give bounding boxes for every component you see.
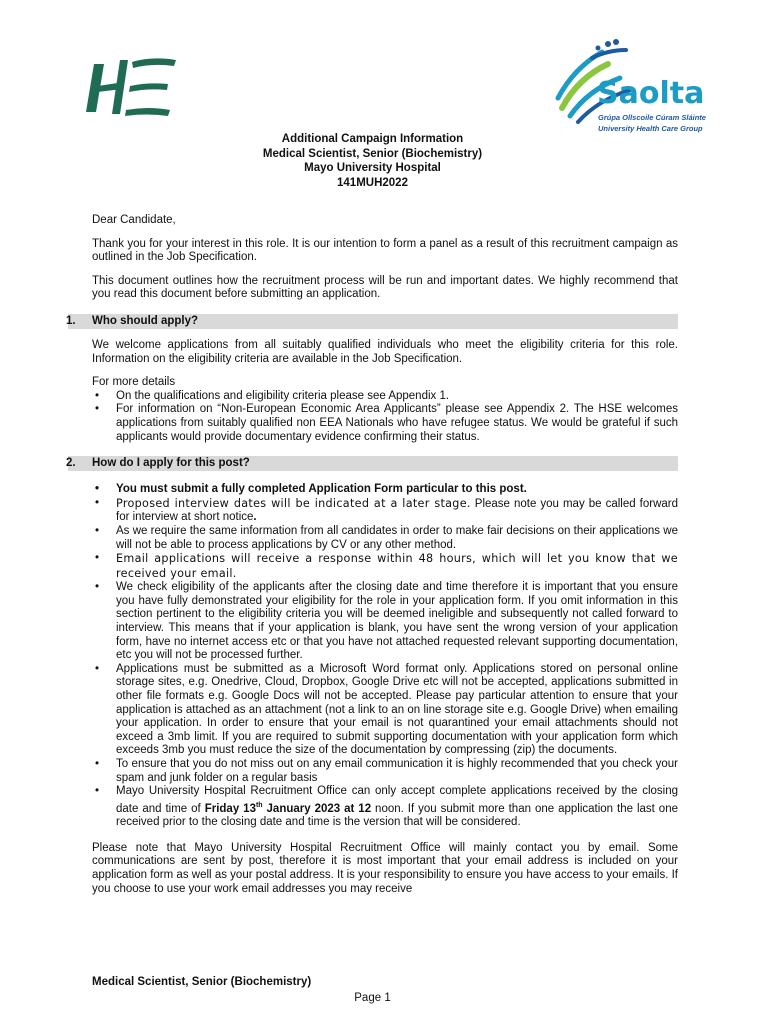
- intro-paragraph-2: This document outlines how the recruitment process will be run and important dates. We highly recommend that you read this document before submitting an application.: [92, 274, 678, 301]
- bullet-icon: •: [94, 403, 100, 416]
- bullet-icon: •: [94, 389, 100, 402]
- saolta-irish-tagline: Grúpa Ollscoile Cúram Sláinte: [598, 113, 706, 122]
- bullet-icon: •: [94, 662, 100, 675]
- section1-bullet-list: [92, 390, 678, 444]
- list-item: • We check eligibility of the applicants after the closing date and time therefore it is important that you ensure you have fully demonstrated your eligibility for the role in your application form. If you omit information in this section pertinent to the eligibility criteria you will be deemed ineligible and subsequently not called forward to interview. This means that if your application is blank, you have sent the wrong version of your application form, have no internet access etc or that you have not attached requested relevant supporting documentation, etc you will not be processed further.: [92, 581, 678, 663]
- list-item: • Email applications will receive a response within 48 hours, which will let you know that we received your email.: [92, 552, 678, 581]
- intro-paragraph-1: Thank you for your interest in this role. It is our intention to form a panel as a result of this recruitment campaign as outlined in the Job Specification.: [92, 237, 678, 264]
- list-item: • Proposed interview dates will be indicated at a later stage. Please note you may be called forward for interview at short notice.: [92, 497, 678, 525]
- list-item: • For information on “Non-European Economic Area Applicants” please see Appendix 2. The HSE welcomes applications from suitably qualified non EEA Nationals who have refugee status. We would be grateful if such applicants would provide documentary evidence confirming their status.: [92, 403, 678, 444]
- bullet-icon: •: [94, 581, 100, 594]
- saolta-wordmark: Saolta: [597, 76, 705, 111]
- header-line-3: Mayo University Hospital: [304, 162, 441, 174]
- list-item: • On the qualifications and eligibility criteria please see Appendix 1.: [92, 390, 678, 404]
- section-title: How do I apply for this post?: [92, 457, 250, 470]
- section-title: Who should apply?: [92, 314, 199, 327]
- hse-logo: [80, 52, 180, 124]
- bullet-icon: •: [94, 758, 100, 770]
- salutation: Dear Candidate,: [92, 214, 176, 226]
- bullet-icon: •: [94, 496, 100, 509]
- list-item: • To ensure that you do not miss out on any email communication it is highly recommended that you check your spam and junk folder on a regular basis: [92, 758, 678, 785]
- more-details-label: For more details: [92, 376, 176, 389]
- section2-bullet-list: [92, 483, 678, 830]
- list-item: • Applications must be submitted as a Microsoft Word format only. Applications stored on personal online storage sites, e.g. Onedrive, Cloud, Dropbox, Google Drive etc will not be accepted, applications submitted in other file formats e.g. Google Docs will not be accepted. Please pay particular attention to ensure that your application is attached as an attachment (not a link to an on line storage site e.g. Google Drive) when emailing your application. In order to ensure that your email is not quarantined your email attachments should not exceed a 3mb limit. If you are required to submit supporting documentation with your application form which exceeds 3mb you must reduce the size of the documentation by compressing (zip) the documents.: [92, 663, 678, 758]
- closing-paragraph: Please note that Mayo University Hospital Recruitment Office will mainly contact you by email. Some communications are sent by post, therefore it is most important that your email address is included on your application form as well as your postal address. It is your responsibility to ensure you have access to your emails. If you choose to use your work email addresses you may receive: [92, 841, 678, 895]
- section1-paragraph: We welcome applications from all suitably qualified individuals who meet the eligibility criteria for this role. Information on the eligibility criteria are available in the Job Specification.: [92, 338, 678, 365]
- section-number: 1.: [66, 314, 76, 327]
- header-line-1: Additional Campaign Information: [281, 133, 464, 145]
- saolta-english-tagline: University Health Care Group: [598, 124, 703, 133]
- list-item: • As we require the same information from all candidates in order to make fair decisions on their applications we will not be able to process applications by CV or any other method.: [92, 525, 678, 552]
- list-item: • You must submit a fully completed Application Form particular to this post.: [92, 483, 678, 497]
- document-header: [0, 132, 745, 190]
- bullet-icon: •: [94, 483, 100, 496]
- list-item: • Mayo University Hospital Recruitment Office can only accept complete applications received by the closing date and time of Friday 13th January 2023 at 12 noon. If you submit more than one application the last one received prior to the closing date and time is the version that will be considered.: [92, 785, 678, 830]
- header-line-2: Medical Scientist, Senior (Biochemistry): [262, 147, 483, 160]
- footer-title: Medical Scientist, Senior (Biochemistry): [92, 976, 312, 988]
- bullet-icon: •: [94, 785, 100, 798]
- header-line-4: 141MUH2022: [337, 176, 408, 189]
- document-body: [66, 214, 678, 896]
- section-heading-2: [68, 456, 678, 471]
- bullet-icon: •: [94, 524, 100, 537]
- page-number: Page 1: [354, 992, 391, 1004]
- bullet-icon: •: [94, 552, 100, 565]
- section-heading-1: [68, 314, 678, 329]
- section-number: 2.: [66, 457, 76, 470]
